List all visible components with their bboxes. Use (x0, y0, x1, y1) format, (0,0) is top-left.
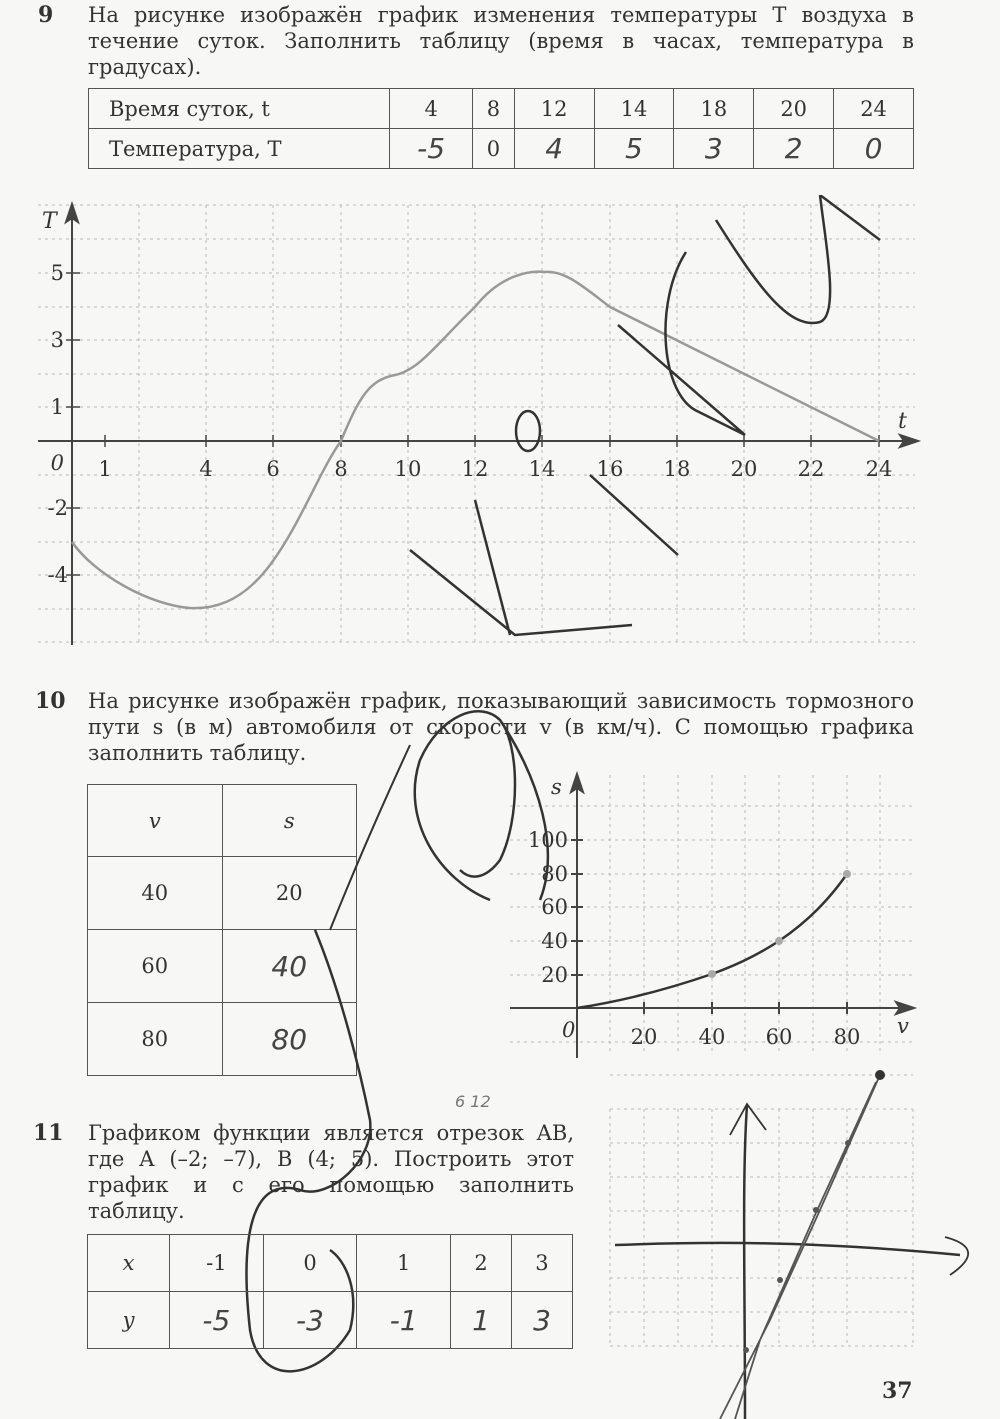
x-label: x (88, 1235, 170, 1292)
temp-answer-cell[interactable]: 0 (473, 129, 514, 169)
svg-text:60: 60 (541, 895, 568, 919)
svg-text:40: 40 (698, 1025, 726, 1049)
task-9-number: 9 (38, 2, 54, 28)
v-cell: 80 (88, 1003, 223, 1076)
svg-text:12: 12 (461, 457, 489, 481)
svg-text:22: 22 (797, 457, 825, 481)
time-cell: 20 (754, 89, 834, 129)
segment-ab-sketch (590, 1060, 1000, 1419)
svg-text:80: 80 (833, 1025, 861, 1049)
svg-text:20: 20 (630, 1025, 658, 1049)
plot-point (845, 1140, 851, 1146)
x-cell: 0 (263, 1235, 357, 1292)
plot-point (813, 1207, 819, 1213)
svg-text:5: 5 (50, 261, 64, 285)
time-cell: 24 (834, 89, 914, 129)
task-10-text: На рисунке изображён график, показывающий зависимость тормозного пути s (в м) автомобиля от скорости v (в км/ч). С помощью графика заполнить таблицу. (88, 689, 914, 765)
svg-text:60: 60 (765, 1025, 793, 1049)
page-number: 37 (882, 1378, 913, 1404)
task-11-table (87, 1234, 573, 1349)
y-label: y (88, 1292, 170, 1349)
temp-answer-cell[interactable]: 2 (754, 129, 834, 169)
task-11-text: Графиком функции является отрезок AB, где A (–2; –7), B (4; 5). Построить этот график и с его помощью заполнить таблицу. (88, 1121, 574, 1223)
svg-text:1: 1 (98, 457, 112, 481)
svg-text:80: 80 (541, 862, 568, 886)
time-cell: 14 (594, 89, 674, 129)
svg-text:-2: -2 (47, 496, 68, 520)
s-answer-cell[interactable]: 40 (222, 930, 357, 1003)
row-label-temperature: Температура, T (89, 129, 390, 169)
plot-point (743, 1347, 749, 1353)
temp-answer-cell[interactable]: 3 (674, 129, 754, 169)
task-11-number: 11 (33, 1120, 64, 1146)
svg-text:-4: -4 (47, 563, 68, 587)
plot-point (777, 1277, 783, 1283)
svg-text:3: 3 (50, 328, 64, 352)
svg-text:18: 18 (663, 457, 691, 481)
header-v: v (88, 785, 223, 857)
svg-text:8: 8 (334, 457, 348, 481)
svg-text:10: 10 (394, 457, 422, 481)
time-cell: 8 (473, 89, 514, 129)
v-axis-label: v (897, 1014, 909, 1038)
y-answer-cell[interactable]: 1 (451, 1292, 512, 1349)
row-label-time: Время суток, t (89, 89, 390, 129)
s-axis-label: s (551, 775, 562, 799)
header-s: s (222, 785, 357, 857)
v-cell: 60 (88, 930, 223, 1003)
s-cell: 20 (222, 857, 357, 930)
x-axis-arrow-icon (945, 1237, 968, 1275)
time-cell: 12 (514, 89, 594, 129)
x-cell: 2 (451, 1235, 512, 1292)
svg-text:100: 100 (527, 828, 568, 852)
x-cell: -1 (170, 1235, 264, 1292)
y-answer-cell[interactable]: -5 (170, 1292, 264, 1349)
origin-label: 0 (562, 1018, 576, 1042)
time-cell: 18 (674, 89, 754, 129)
temp-answer-cell[interactable]: 0 (834, 129, 914, 169)
margin-note: 6 12 (455, 1092, 491, 1111)
y-answer-cell[interactable]: 3 (511, 1292, 572, 1349)
time-cell: 4 (390, 89, 473, 129)
hand-drawn-x-axis (615, 1243, 960, 1255)
y-answer-cell[interactable]: -1 (357, 1292, 451, 1349)
temp-answer-cell[interactable]: -5 (390, 129, 473, 169)
temp-answer-cell[interactable]: 4 (514, 129, 594, 169)
point-b (875, 1070, 885, 1080)
svg-text:24: 24 (865, 457, 893, 481)
svg-text:14: 14 (528, 457, 556, 481)
svg-text:1: 1 (50, 395, 64, 419)
svg-text:20: 20 (541, 963, 568, 987)
svg-text:20: 20 (730, 457, 758, 481)
x-cell: 3 (511, 1235, 572, 1292)
temp-answer-cell[interactable]: 5 (594, 129, 674, 169)
x-cell: 1 (357, 1235, 451, 1292)
s-answer-cell[interactable]: 80 (222, 1003, 357, 1076)
svg-text:6: 6 (266, 457, 280, 481)
svg-text:0: 0 (50, 451, 64, 475)
y-axis-label: T (42, 209, 57, 234)
v-cell: 40 (88, 857, 223, 930)
svg-text:4: 4 (199, 457, 213, 481)
svg-text:40: 40 (541, 929, 568, 953)
task-10-number: 10 (35, 688, 66, 714)
task-9-text: На рисунке изображён график изменения температуры T воздуха в течение суток. Заполнить таблицу (время в часах, температура в градусах). (88, 3, 914, 79)
y-answer-cell[interactable]: -3 (263, 1292, 357, 1349)
x-axis-label: t (898, 409, 907, 434)
svg-text:16: 16 (596, 457, 624, 481)
